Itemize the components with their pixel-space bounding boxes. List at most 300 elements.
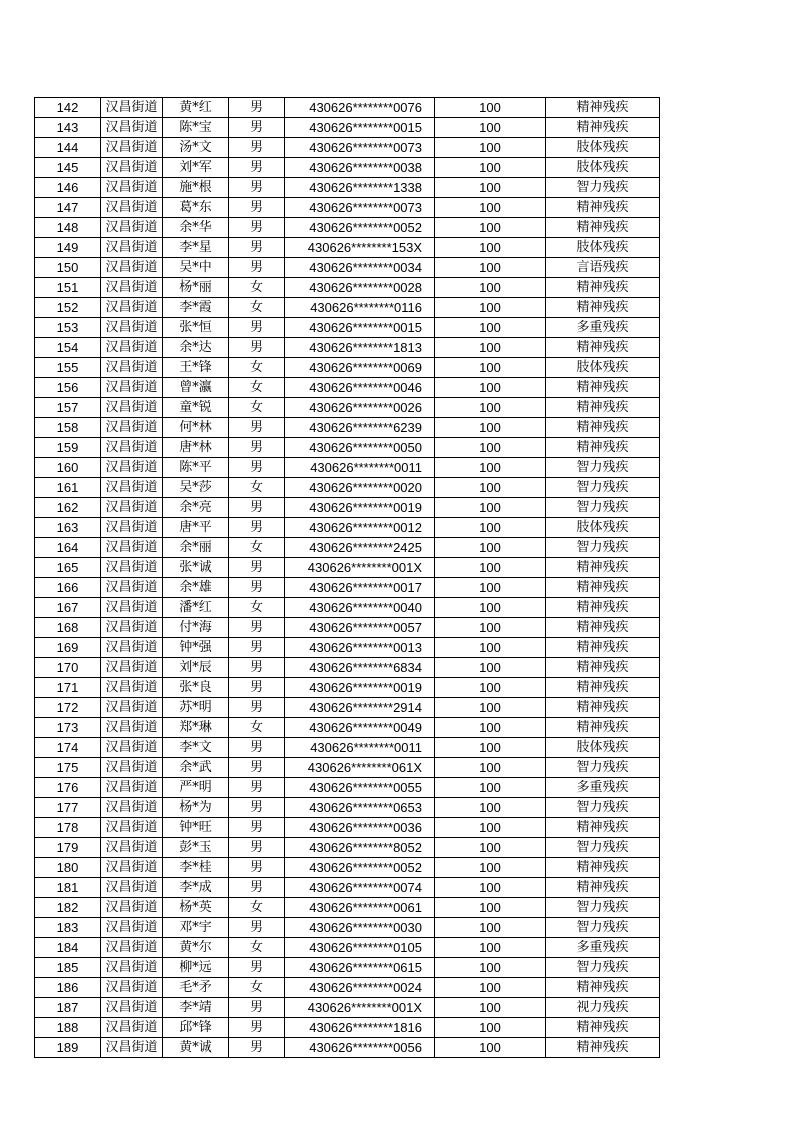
cell-serial-number: 188 (35, 1018, 101, 1038)
cell-serial-number: 158 (35, 418, 101, 438)
cell-person-name: 杨*英 (163, 898, 229, 918)
cell-street: 汉昌街道 (101, 498, 163, 518)
cell-street: 汉昌街道 (101, 138, 163, 158)
cell-person-name: 余*武 (163, 758, 229, 778)
table-row (35, 138, 660, 158)
cell-person-name: 苏*明 (163, 698, 229, 718)
cell-id-number: 430626********0040 (285, 598, 435, 618)
cell-disability-type: 肢体残疾 (546, 358, 660, 378)
cell-amount: 100 (435, 1018, 546, 1038)
cell-person-name: 钟*强 (163, 638, 229, 658)
cell-amount: 100 (435, 258, 546, 278)
cell-amount: 100 (435, 158, 546, 178)
cell-gender: 男 (229, 178, 285, 198)
cell-id-number: 430626********0017 (285, 578, 435, 598)
cell-person-name: 唐*林 (163, 438, 229, 458)
table-row (35, 238, 660, 258)
table-row (35, 498, 660, 518)
cell-street: 汉昌街道 (101, 898, 163, 918)
cell-id-number: 430626********0050 (285, 438, 435, 458)
cell-gender: 男 (229, 458, 285, 478)
cell-id-number: 430626********001X (285, 558, 435, 578)
table-row (35, 218, 660, 238)
cell-id-number: 430626********0055 (285, 778, 435, 798)
cell-serial-number: 170 (35, 658, 101, 678)
table-row (35, 338, 660, 358)
cell-gender: 男 (229, 998, 285, 1018)
table-row (35, 538, 660, 558)
cell-person-name: 李*霞 (163, 298, 229, 318)
cell-person-name: 杨*丽 (163, 278, 229, 298)
cell-person-name: 张*恒 (163, 318, 229, 338)
cell-id-number: 430626********0049 (285, 718, 435, 738)
cell-disability-type: 智力残疾 (546, 758, 660, 778)
cell-gender: 男 (229, 438, 285, 458)
cell-gender: 男 (229, 858, 285, 878)
cell-gender: 男 (229, 258, 285, 278)
cell-disability-type: 精神残疾 (546, 278, 660, 298)
table-row (35, 758, 660, 778)
cell-amount: 100 (435, 198, 546, 218)
cell-person-name: 李*星 (163, 238, 229, 258)
cell-street: 汉昌街道 (101, 758, 163, 778)
cell-serial-number: 148 (35, 218, 101, 238)
cell-serial-number: 171 (35, 678, 101, 698)
cell-person-name: 李*成 (163, 878, 229, 898)
cell-amount: 100 (435, 838, 546, 858)
cell-serial-number: 164 (35, 538, 101, 558)
cell-id-number: 430626********0061 (285, 898, 435, 918)
cell-gender: 男 (229, 618, 285, 638)
cell-street: 汉昌街道 (101, 158, 163, 178)
table-row (35, 318, 660, 338)
cell-street: 汉昌街道 (101, 478, 163, 498)
cell-gender: 男 (229, 758, 285, 778)
cell-id-number: 430626********0028 (285, 278, 435, 298)
cell-id-number: 430626********0615 (285, 958, 435, 978)
cell-person-name: 杨*为 (163, 798, 229, 818)
cell-id-number: 430626********061X (285, 758, 435, 778)
cell-serial-number: 157 (35, 398, 101, 418)
cell-amount: 100 (435, 858, 546, 878)
cell-street: 汉昌街道 (101, 618, 163, 638)
cell-serial-number: 153 (35, 318, 101, 338)
cell-disability-type: 智力残疾 (546, 458, 660, 478)
table-row (35, 918, 660, 938)
cell-person-name: 毛*矛 (163, 978, 229, 998)
cell-street: 汉昌街道 (101, 418, 163, 438)
table-row (35, 818, 660, 838)
cell-disability-type: 智力残疾 (546, 918, 660, 938)
cell-person-name: 邱*锋 (163, 1018, 229, 1038)
cell-gender: 男 (229, 798, 285, 818)
cell-gender: 女 (229, 398, 285, 418)
cell-street: 汉昌街道 (101, 858, 163, 878)
cell-serial-number: 163 (35, 518, 101, 538)
cell-gender: 女 (229, 478, 285, 498)
cell-id-number: 430626********1816 (285, 1018, 435, 1038)
cell-serial-number: 189 (35, 1038, 101, 1058)
cell-street: 汉昌街道 (101, 118, 163, 138)
cell-id-number: 430626********0020 (285, 478, 435, 498)
cell-disability-type: 精神残疾 (546, 978, 660, 998)
cell-amount: 100 (435, 658, 546, 678)
cell-person-name: 余*亮 (163, 498, 229, 518)
cell-amount: 100 (435, 698, 546, 718)
cell-street: 汉昌街道 (101, 258, 163, 278)
cell-id-number: 430626********2425 (285, 538, 435, 558)
cell-disability-type: 肢体残疾 (546, 238, 660, 258)
cell-serial-number: 173 (35, 718, 101, 738)
cell-person-name: 彭*玉 (163, 838, 229, 858)
cell-disability-type: 智力残疾 (546, 838, 660, 858)
cell-serial-number: 143 (35, 118, 101, 138)
cell-serial-number: 160 (35, 458, 101, 478)
cell-person-name: 曾*瀛 (163, 378, 229, 398)
cell-amount: 100 (435, 638, 546, 658)
table-row (35, 838, 660, 858)
cell-disability-type: 肢体残疾 (546, 138, 660, 158)
cell-id-number: 430626********0011 (285, 458, 435, 478)
cell-person-name: 潘*红 (163, 598, 229, 618)
cell-id-number: 430626********0052 (285, 218, 435, 238)
cell-id-number: 430626********0116 (285, 298, 435, 318)
cell-gender: 女 (229, 978, 285, 998)
table-row (35, 658, 660, 678)
cell-disability-type: 精神残疾 (546, 698, 660, 718)
cell-amount: 100 (435, 218, 546, 238)
cell-disability-type: 智力残疾 (546, 538, 660, 558)
cell-id-number: 430626********1813 (285, 338, 435, 358)
cell-disability-type: 精神残疾 (546, 338, 660, 358)
cell-serial-number: 178 (35, 818, 101, 838)
cell-gender: 女 (229, 378, 285, 398)
cell-serial-number: 149 (35, 238, 101, 258)
cell-person-name: 李*桂 (163, 858, 229, 878)
cell-person-name: 陈*宝 (163, 118, 229, 138)
cell-serial-number: 150 (35, 258, 101, 278)
cell-id-number: 430626********0076 (285, 98, 435, 118)
cell-gender: 男 (229, 418, 285, 438)
cell-amount: 100 (435, 798, 546, 818)
cell-gender: 男 (229, 878, 285, 898)
cell-gender: 男 (229, 218, 285, 238)
cell-id-number: 430626********0105 (285, 938, 435, 958)
cell-id-number: 430626********6834 (285, 658, 435, 678)
table-row (35, 258, 660, 278)
cell-disability-type: 精神残疾 (546, 118, 660, 138)
cell-street: 汉昌街道 (101, 558, 163, 578)
cell-disability-type: 精神残疾 (546, 658, 660, 678)
cell-amount: 100 (435, 918, 546, 938)
cell-disability-type: 视力残疾 (546, 998, 660, 1018)
cell-gender: 男 (229, 678, 285, 698)
cell-disability-type: 精神残疾 (546, 818, 660, 838)
cell-person-name: 刘*军 (163, 158, 229, 178)
cell-person-name: 黄*红 (163, 98, 229, 118)
cell-gender: 男 (229, 98, 285, 118)
cell-disability-type: 多重残疾 (546, 778, 660, 798)
cell-gender: 男 (229, 558, 285, 578)
cell-serial-number: 175 (35, 758, 101, 778)
cell-person-name: 刘*辰 (163, 658, 229, 678)
table-row (35, 558, 660, 578)
cell-person-name: 黄*尔 (163, 938, 229, 958)
cell-disability-type: 精神残疾 (546, 1018, 660, 1038)
cell-id-number: 430626********0012 (285, 518, 435, 538)
cell-person-name: 余*达 (163, 338, 229, 358)
cell-serial-number: 180 (35, 858, 101, 878)
table-row (35, 778, 660, 798)
cell-person-name: 余*丽 (163, 538, 229, 558)
table-row (35, 298, 660, 318)
cell-gender: 女 (229, 278, 285, 298)
cell-id-number: 430626********0019 (285, 678, 435, 698)
table-row (35, 578, 660, 598)
cell-gender: 男 (229, 918, 285, 938)
cell-gender: 男 (229, 738, 285, 758)
cell-street: 汉昌街道 (101, 218, 163, 238)
cell-serial-number: 147 (35, 198, 101, 218)
cell-disability-type: 多重残疾 (546, 938, 660, 958)
cell-street: 汉昌街道 (101, 718, 163, 738)
cell-id-number: 430626********6239 (285, 418, 435, 438)
cell-disability-type: 精神残疾 (546, 438, 660, 458)
cell-amount: 100 (435, 478, 546, 498)
cell-id-number: 430626********0038 (285, 158, 435, 178)
table-row (35, 958, 660, 978)
table-row (35, 998, 660, 1018)
cell-id-number: 430626********0011 (285, 738, 435, 758)
table-row (35, 1018, 660, 1038)
cell-gender: 男 (229, 638, 285, 658)
cell-amount: 100 (435, 778, 546, 798)
cell-serial-number: 155 (35, 358, 101, 378)
table-row (35, 518, 660, 538)
beneficiary-table (34, 97, 660, 1058)
cell-street: 汉昌街道 (101, 998, 163, 1018)
cell-gender: 男 (229, 698, 285, 718)
cell-disability-type: 精神残疾 (546, 98, 660, 118)
cell-disability-type: 肢体残疾 (546, 738, 660, 758)
cell-street: 汉昌街道 (101, 818, 163, 838)
cell-gender: 男 (229, 338, 285, 358)
cell-serial-number: 186 (35, 978, 101, 998)
cell-id-number: 430626********0056 (285, 1038, 435, 1058)
cell-amount: 100 (435, 458, 546, 478)
table-row (35, 198, 660, 218)
cell-disability-type: 精神残疾 (546, 378, 660, 398)
cell-serial-number: 144 (35, 138, 101, 158)
cell-id-number: 430626********0015 (285, 318, 435, 338)
cell-gender: 男 (229, 1018, 285, 1038)
table-row (35, 798, 660, 818)
cell-gender: 男 (229, 158, 285, 178)
cell-street: 汉昌街道 (101, 538, 163, 558)
cell-person-name: 付*海 (163, 618, 229, 638)
cell-id-number: 430626********0030 (285, 918, 435, 938)
cell-gender: 男 (229, 498, 285, 518)
table-row (35, 598, 660, 618)
cell-gender: 男 (229, 318, 285, 338)
cell-disability-type: 智力残疾 (546, 898, 660, 918)
cell-street: 汉昌街道 (101, 958, 163, 978)
cell-id-number: 430626********0024 (285, 978, 435, 998)
cell-street: 汉昌街道 (101, 458, 163, 478)
cell-amount: 100 (435, 718, 546, 738)
cell-id-number: 430626********0073 (285, 138, 435, 158)
cell-id-number: 430626********8052 (285, 838, 435, 858)
table-row (35, 978, 660, 998)
cell-person-name: 钟*旺 (163, 818, 229, 838)
cell-amount: 100 (435, 818, 546, 838)
cell-street: 汉昌街道 (101, 798, 163, 818)
cell-disability-type: 智力残疾 (546, 498, 660, 518)
cell-amount: 100 (435, 678, 546, 698)
cell-id-number: 430626********001X (285, 998, 435, 1018)
cell-street: 汉昌街道 (101, 98, 163, 118)
cell-serial-number: 154 (35, 338, 101, 358)
cell-disability-type: 智力残疾 (546, 958, 660, 978)
cell-amount: 100 (435, 998, 546, 1018)
cell-street: 汉昌街道 (101, 598, 163, 618)
cell-id-number: 430626********0034 (285, 258, 435, 278)
cell-amount: 100 (435, 558, 546, 578)
cell-serial-number: 146 (35, 178, 101, 198)
cell-disability-type: 多重残疾 (546, 318, 660, 338)
table-row (35, 738, 660, 758)
cell-amount: 100 (435, 238, 546, 258)
cell-disability-type: 精神残疾 (546, 418, 660, 438)
cell-id-number: 430626********0074 (285, 878, 435, 898)
cell-disability-type: 精神残疾 (546, 638, 660, 658)
cell-amount: 100 (435, 898, 546, 918)
cell-amount: 100 (435, 298, 546, 318)
cell-amount: 100 (435, 278, 546, 298)
cell-gender: 男 (229, 818, 285, 838)
cell-person-name: 吴*中 (163, 258, 229, 278)
cell-street: 汉昌街道 (101, 238, 163, 258)
cell-id-number: 430626********0073 (285, 198, 435, 218)
table-row (35, 378, 660, 398)
cell-amount: 100 (435, 338, 546, 358)
cell-street: 汉昌街道 (101, 658, 163, 678)
table-row (35, 418, 660, 438)
cell-amount: 100 (435, 938, 546, 958)
cell-person-name: 余*雄 (163, 578, 229, 598)
cell-serial-number: 152 (35, 298, 101, 318)
cell-gender: 男 (229, 838, 285, 858)
cell-disability-type: 精神残疾 (546, 618, 660, 638)
cell-gender: 女 (229, 718, 285, 738)
cell-gender: 女 (229, 898, 285, 918)
cell-serial-number: 172 (35, 698, 101, 718)
cell-disability-type: 精神残疾 (546, 298, 660, 318)
cell-gender: 男 (229, 778, 285, 798)
cell-street: 汉昌街道 (101, 738, 163, 758)
cell-serial-number: 177 (35, 798, 101, 818)
cell-amount: 100 (435, 418, 546, 438)
table-row (35, 878, 660, 898)
cell-street: 汉昌街道 (101, 338, 163, 358)
cell-person-name: 邓*宇 (163, 918, 229, 938)
cell-street: 汉昌街道 (101, 698, 163, 718)
cell-serial-number: 162 (35, 498, 101, 518)
cell-amount: 100 (435, 618, 546, 638)
cell-gender: 男 (229, 658, 285, 678)
cell-person-name: 唐*平 (163, 518, 229, 538)
cell-serial-number: 169 (35, 638, 101, 658)
cell-person-name: 葛*东 (163, 198, 229, 218)
cell-id-number: 430626********0019 (285, 498, 435, 518)
cell-serial-number: 166 (35, 578, 101, 598)
cell-id-number: 430626********1338 (285, 178, 435, 198)
cell-disability-type: 精神残疾 (546, 578, 660, 598)
cell-street: 汉昌街道 (101, 358, 163, 378)
cell-id-number: 430626********0036 (285, 818, 435, 838)
cell-id-number: 430626********0052 (285, 858, 435, 878)
cell-street: 汉昌街道 (101, 198, 163, 218)
table-row (35, 678, 660, 698)
cell-id-number: 430626********0653 (285, 798, 435, 818)
cell-amount: 100 (435, 738, 546, 758)
cell-person-name: 余*华 (163, 218, 229, 238)
cell-street: 汉昌街道 (101, 638, 163, 658)
cell-street: 汉昌街道 (101, 518, 163, 538)
cell-disability-type: 精神残疾 (546, 858, 660, 878)
table-row (35, 98, 660, 118)
table-row (35, 178, 660, 198)
table-row (35, 718, 660, 738)
cell-person-name: 王*锋 (163, 358, 229, 378)
cell-gender: 男 (229, 238, 285, 258)
table-row (35, 458, 660, 478)
cell-id-number: 430626********153X (285, 238, 435, 258)
cell-person-name: 张*诚 (163, 558, 229, 578)
cell-gender: 男 (229, 138, 285, 158)
table-row (35, 858, 660, 878)
cell-person-name: 严*明 (163, 778, 229, 798)
cell-serial-number: 179 (35, 838, 101, 858)
cell-gender: 男 (229, 1038, 285, 1058)
cell-gender: 女 (229, 298, 285, 318)
cell-id-number: 430626********0026 (285, 398, 435, 418)
cell-disability-type: 言语残疾 (546, 258, 660, 278)
cell-serial-number: 167 (35, 598, 101, 618)
cell-amount: 100 (435, 98, 546, 118)
cell-id-number: 430626********0069 (285, 358, 435, 378)
cell-serial-number: 187 (35, 998, 101, 1018)
cell-amount: 100 (435, 878, 546, 898)
cell-gender: 女 (229, 538, 285, 558)
cell-street: 汉昌街道 (101, 438, 163, 458)
cell-id-number: 430626********0046 (285, 378, 435, 398)
cell-serial-number: 168 (35, 618, 101, 638)
cell-person-name: 李*文 (163, 738, 229, 758)
cell-street: 汉昌街道 (101, 918, 163, 938)
cell-person-name: 张*良 (163, 678, 229, 698)
table-row (35, 438, 660, 458)
table-row (35, 158, 660, 178)
cell-person-name: 吴*莎 (163, 478, 229, 498)
cell-amount: 100 (435, 578, 546, 598)
cell-disability-type: 肢体残疾 (546, 158, 660, 178)
table-row (35, 1038, 660, 1058)
cell-serial-number: 142 (35, 98, 101, 118)
cell-amount: 100 (435, 538, 546, 558)
cell-amount: 100 (435, 958, 546, 978)
cell-id-number: 430626********0057 (285, 618, 435, 638)
